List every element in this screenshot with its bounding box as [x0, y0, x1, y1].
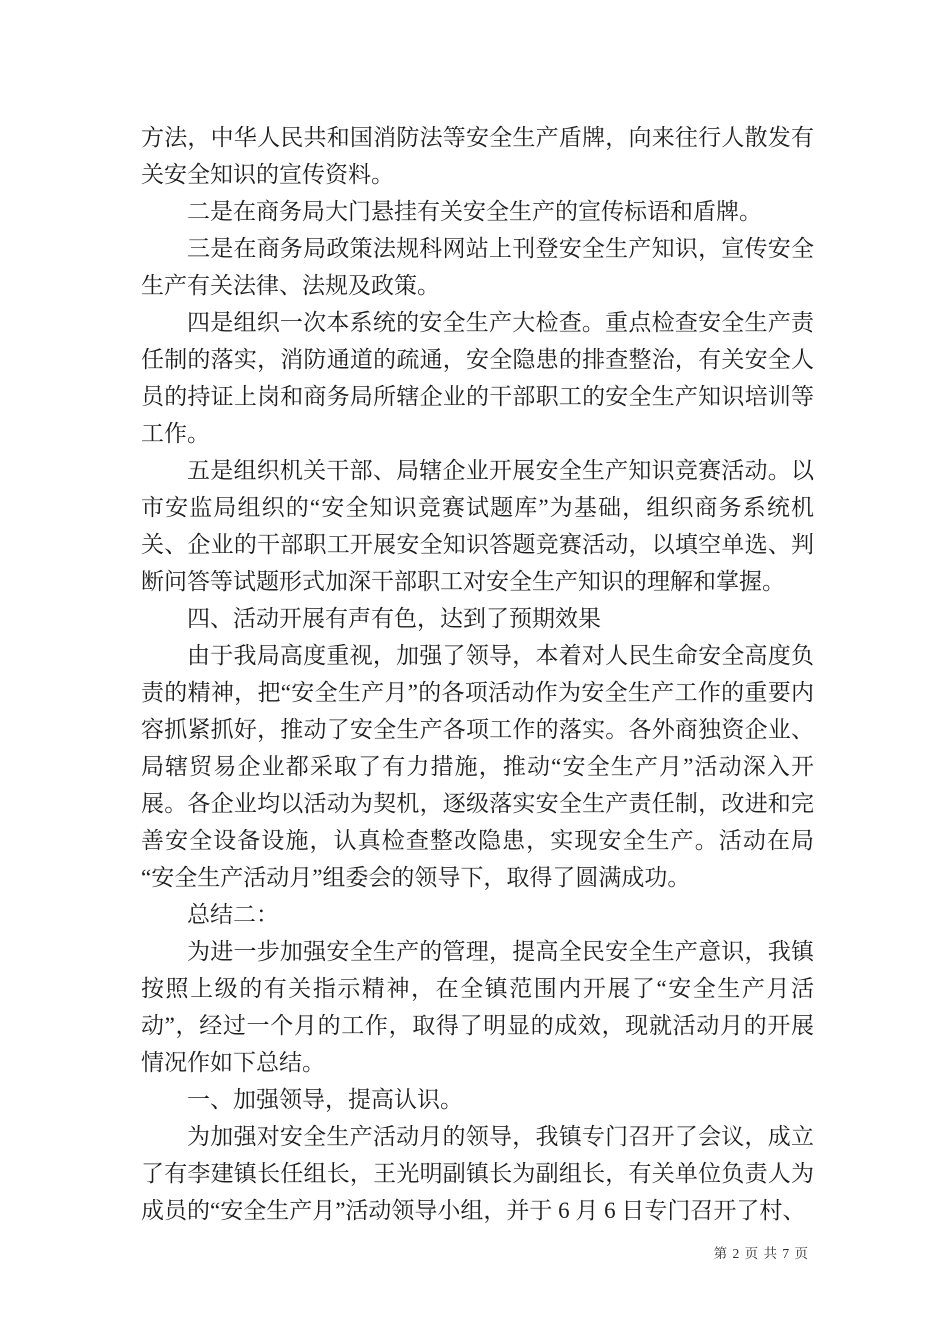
paragraph: 一、加强领导，提高认识。	[187, 1087, 463, 1112]
paragraph: 由于我局高度重视，加强了领导，本着对人民生命安全高度负责的精神，把“安全生产月”的各项活动作为安全生产工作的重要内容抓紧抓好，推动了安全生产各项工作的落实。各外商独资企业、局辖贸易企业都采取了有力措施，推动“安全生产月”活动深入开展。各企业均以活动为契机，逐级落实安全生产责任制，改进和完善安全设备设施，认真检查整改隐患，实现安全生产。活动在局“安全生产活动月”组委会的领导下，取得了圆满成功。	[141, 643, 814, 890]
paragraph: 总结二：	[187, 902, 279, 927]
document-body	[141, 119, 814, 1229]
paragraph: 为加强对安全生产活动月的领导，我镇专门召开了会议，成立了有李建镇长任组长，王光明副镇长为副组长，有关单位负责人为成员的“安全生产月”活动领导小组，并于 6 月 6 日专门召开了村、	[141, 1124, 814, 1223]
paragraph: 三是在商务局政策法规科网站上刊登安全生产知识，宣传安全生产有关法律、法规及政策。	[141, 236, 814, 298]
paragraph: 五是组织机关干部、局辖企业开展安全生产知识竞赛活动。以市安监局组织的“安全知识竞赛试题库”为基础，组织商务系统机关、企业的干部职工开展安全知识答题竞赛活动，以填空单选、判断问答等试题形式加深干部职工对安全生产知识的理解和掌握。	[141, 458, 814, 594]
paragraph: 方法，中华人民共和国消防法等安全生产盾牌，向来往行人散发有关安全知识的宣传资料。	[141, 125, 814, 187]
paragraph: 四、活动开展有声有色，达到了预期效果	[187, 606, 601, 631]
page-number: 第 2 页 共 7 页	[713, 1246, 809, 1261]
page-footer	[714, 1245, 809, 1263]
paragraph: 二是在商务局大门悬挂有关安全生产的宣传标语和盾牌。	[187, 199, 762, 224]
paragraph: 为进一步加强安全生产的管理，提高全民安全生产意识，我镇按照上级的有关指示精神，在全镇范围内开展了“安全生产月活动”，经过一个月的工作，取得了明显的成效，现就活动月的开展情况作如下总结。	[141, 939, 814, 1075]
paragraph: 四是组织一次本系统的安全生产大检查。重点检查安全生产责任制的落实，消防通道的疏通，安全隐患的排查整治，有关安全人员的持证上岗和商务局所辖企业的干部职工的安全生产知识培训等工作。	[141, 310, 814, 446]
